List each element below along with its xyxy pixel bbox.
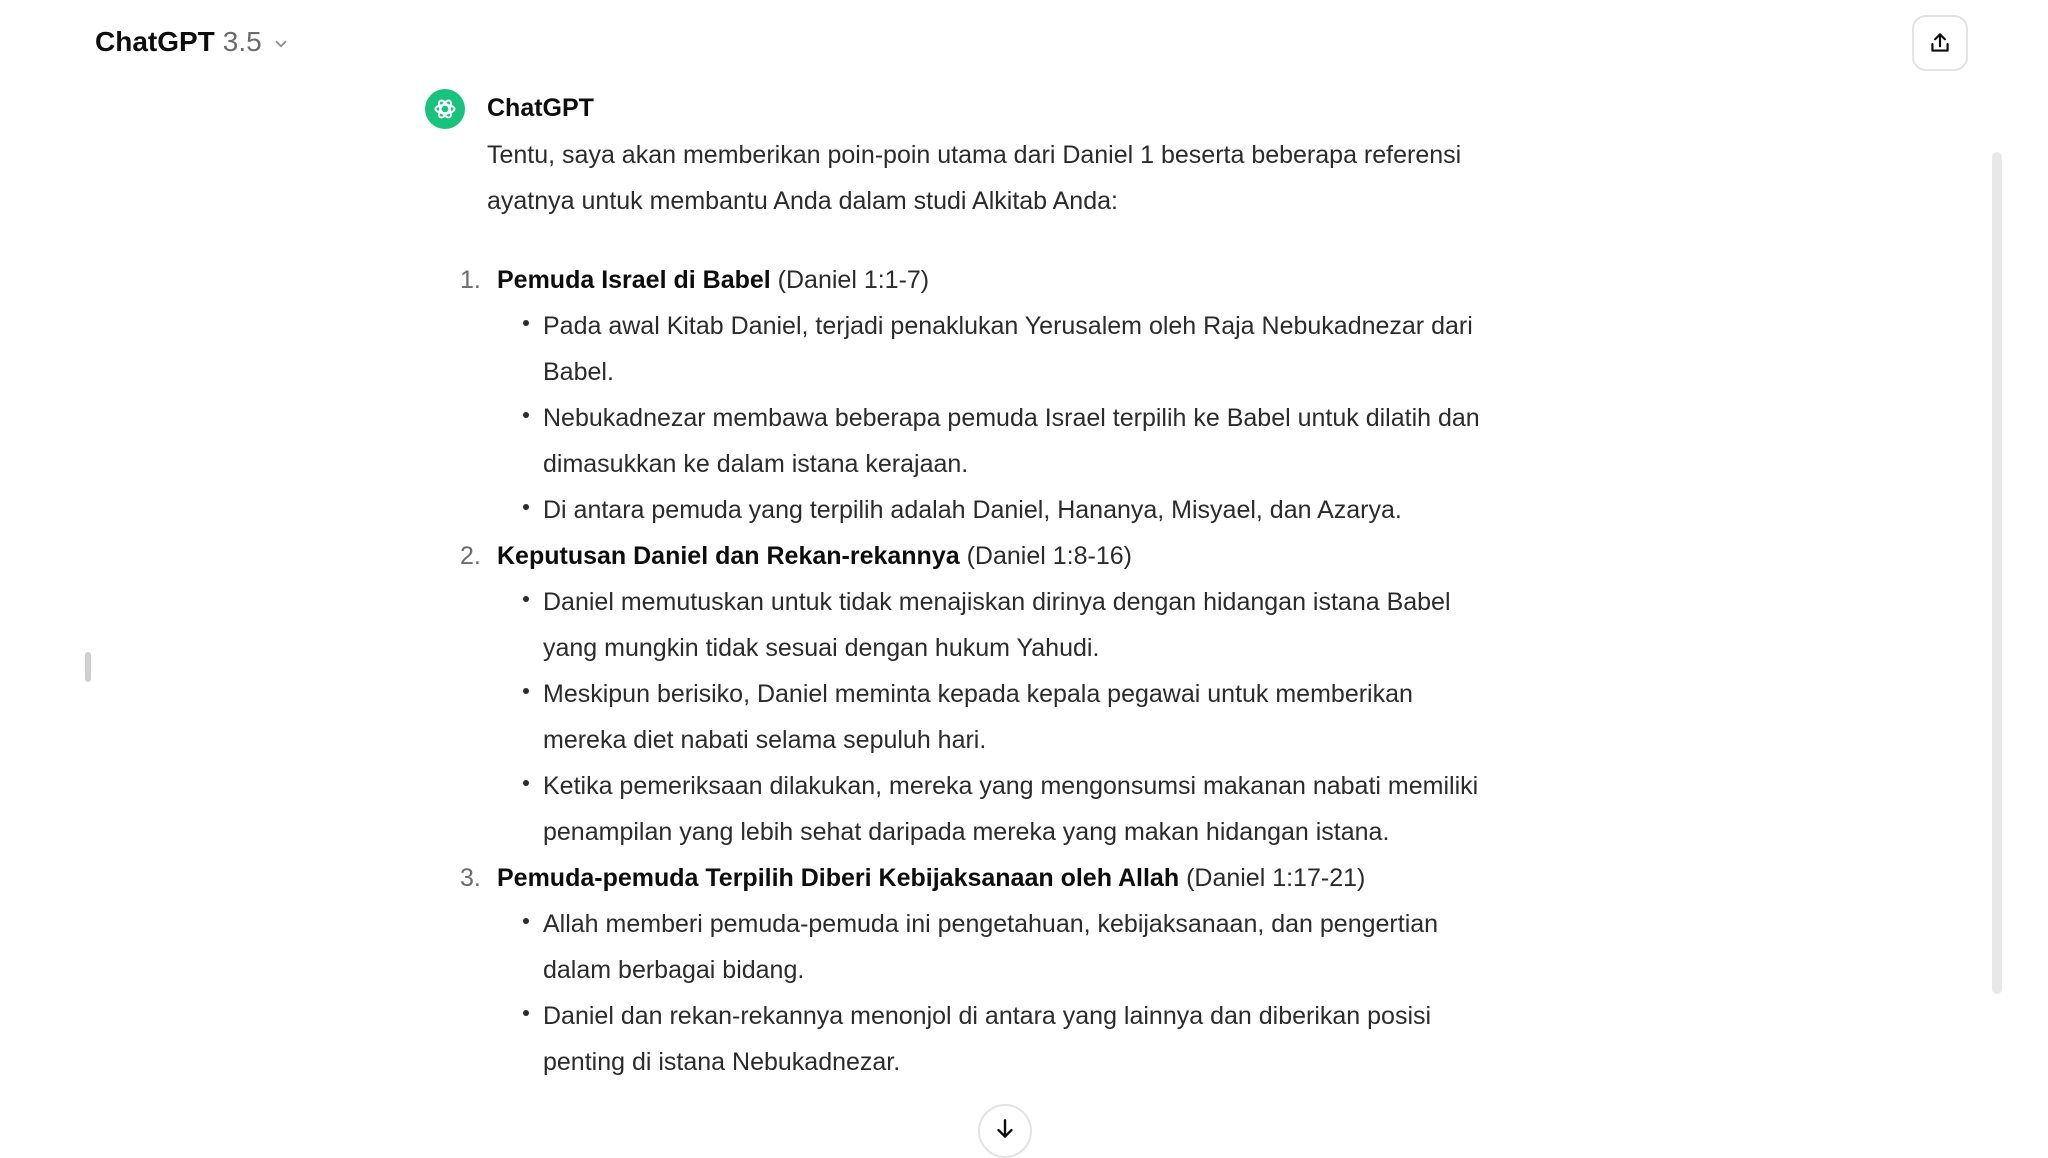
- message-intro: Tentu, saya akan memberikan poin-poin utama dari Daniel 1 beserta beberapa referensi ayatnya untuk membantu Anda dalam studi Alkitab Anda:: [487, 141, 1462, 215]
- sidebar-toggle-handle[interactable]: [85, 652, 91, 682]
- point-title: Keputusan Daniel dan Rekan-rekannya: [497, 542, 960, 570]
- scrollbar-thumb[interactable]: [1992, 152, 2002, 994]
- chevron-down-icon: [272, 35, 290, 53]
- point-number: 3.: [460, 864, 481, 892]
- point-title: Pemuda Israel di Babel: [497, 266, 771, 294]
- assistant-avatar: [425, 89, 465, 129]
- arrow-down-icon: [992, 1116, 1018, 1142]
- model-version: 3.5: [222, 26, 262, 57]
- point-number: 2.: [460, 542, 481, 570]
- bullet-list: [497, 901, 1487, 1085]
- point-reference: (Daniel 1:1-7): [777, 266, 930, 294]
- openai-logo-icon: [431, 95, 459, 123]
- message-content: [460, 132, 1487, 1085]
- model-selector[interactable]: [95, 26, 290, 58]
- point-reference: (Daniel 1:17-21): [1186, 864, 1366, 892]
- model-name: ChatGPT: [95, 26, 215, 57]
- bullet-list: [497, 303, 1487, 533]
- point-number: 1.: [460, 266, 481, 294]
- bullet-item: Ketika pemeriksaan dilakukan, mereka yang mengonsumsi makanan nabati memiliki penampilan yang lebih sehat daripada mereka yang makan hidangan istana.: [543, 763, 1487, 855]
- message-sender: ChatGPT: [487, 94, 594, 122]
- bullet-item: Pada awal Kitab Daniel, terjadi penaklukan Yerusalem oleh Raja Nebukadnezar dari Babel.: [543, 303, 1487, 395]
- share-button[interactable]: [1912, 15, 1968, 71]
- bullet-item: Nebukadnezar membawa beberapa pemuda Israel terpilih ke Babel untuk dilatih dan dimasukkan ke dalam istana kerajaan.: [543, 395, 1487, 487]
- points-list: [460, 257, 1487, 1085]
- bullet-item: Daniel dan rekan-rekannya menonjol di antara yang lainnya dan diberikan posisi penting di istana Nebukadnezar.: [543, 993, 1487, 1085]
- point-item: [460, 257, 1487, 533]
- point-item: [460, 533, 1487, 855]
- bullet-item: Meskipun berisiko, Daniel meminta kepada kepala pegawai untuk memberikan mereka diet nabati selama sepuluh hari.: [543, 671, 1487, 763]
- bullet-item: Allah memberi pemuda-pemuda ini pengetahuan, kebijaksanaan, dan pengertian dalam berbagai bidang.: [543, 901, 1487, 993]
- share-icon: [1927, 30, 1953, 56]
- top-bar: [0, 0, 2048, 90]
- bullet-list: [497, 579, 1487, 855]
- point-item: [460, 855, 1487, 1085]
- bullet-item: Daniel memutuskan untuk tidak menajiskan dirinya dengan hidangan istana Babel yang mungkin tidak sesuai dengan hukum Yahudi.: [543, 579, 1487, 671]
- bullet-item: Di antara pemuda yang terpilih adalah Daniel, Hananya, Misyael, dan Azarya.: [543, 487, 1487, 533]
- point-title: Pemuda-pemuda Terpilih Diberi Kebijaksanaan oleh Allah: [497, 864, 1180, 892]
- point-reference: (Daniel 1:8-16): [966, 542, 1132, 570]
- scroll-to-bottom-button[interactable]: [978, 1104, 1032, 1158]
